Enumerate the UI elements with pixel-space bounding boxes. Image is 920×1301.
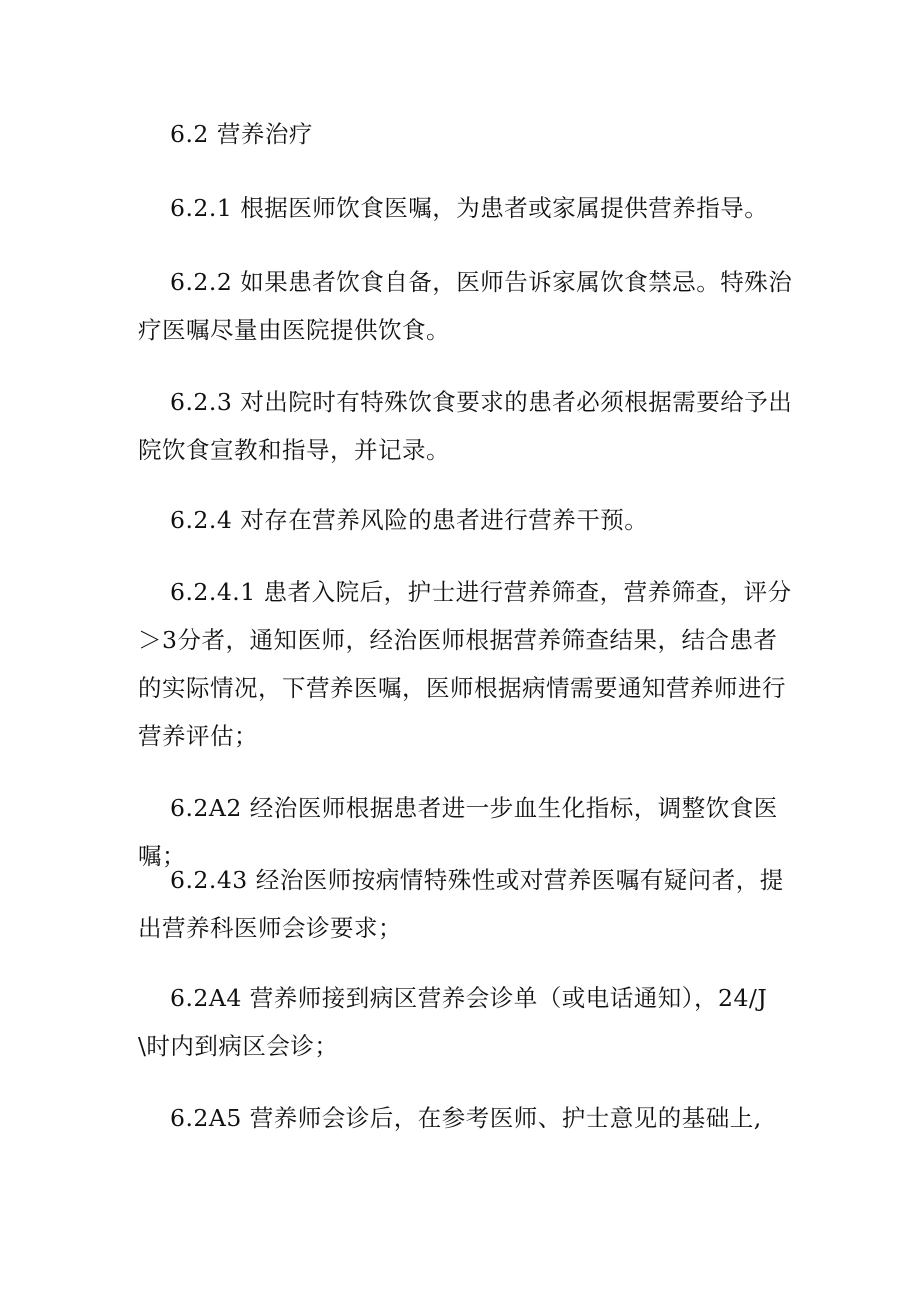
paragraph-6-2-4-2: 6.2A2 经治医师根据患者进一步血生化指标，调整饮食医嘱； (138, 794, 778, 870)
paragraph-6-2-4-4: 6.2A4 营养师接到病区营养会诊单（或电话通知），24/J\时内到病区会诊； (138, 984, 768, 1060)
paragraph-6-2-4: 6.2.4 对存在营养风险的患者进行营养干预。 (170, 506, 649, 534)
paragraph-6-2-2: 6.2.2 如果患者饮食自备，医师告诉家属饮食禁忌。特殊治疗医嘱尽量由医院提供饮食。 (138, 268, 793, 344)
paragraph-6-2-3: 6.2.3 对出院时有特殊饮食要求的患者必须根据需要给予出院饮食宣教和指导，并记录。 (138, 388, 793, 464)
paragraph-6-2-1: 6.2.1 根据医师饮食医嘱，为患者或家属提供营养指导。 (170, 194, 769, 222)
section-heading: 6.2 营养治疗 (170, 120, 313, 148)
paragraph-6-2-4-5: 6.2A5 营养师会诊后，在参考医师、护士意见的基础上, (170, 1104, 762, 1132)
paragraph-6-2-4-1: 6.2.4.1 患者入院后，护士进行营养筛查，营养筛查，评分＞3分者，通知医师，经治医师根据营养筛查结果，结合患者的实际情况，下营养医嘱，医师根据病情需要通知营养师进行营养评估； (138, 578, 792, 750)
paragraph-6-2-4-3: 6.2.43 经治医师按病情特殊性或对营养医嘱有疑问者，提出营养科医师会诊要求； (138, 866, 784, 942)
